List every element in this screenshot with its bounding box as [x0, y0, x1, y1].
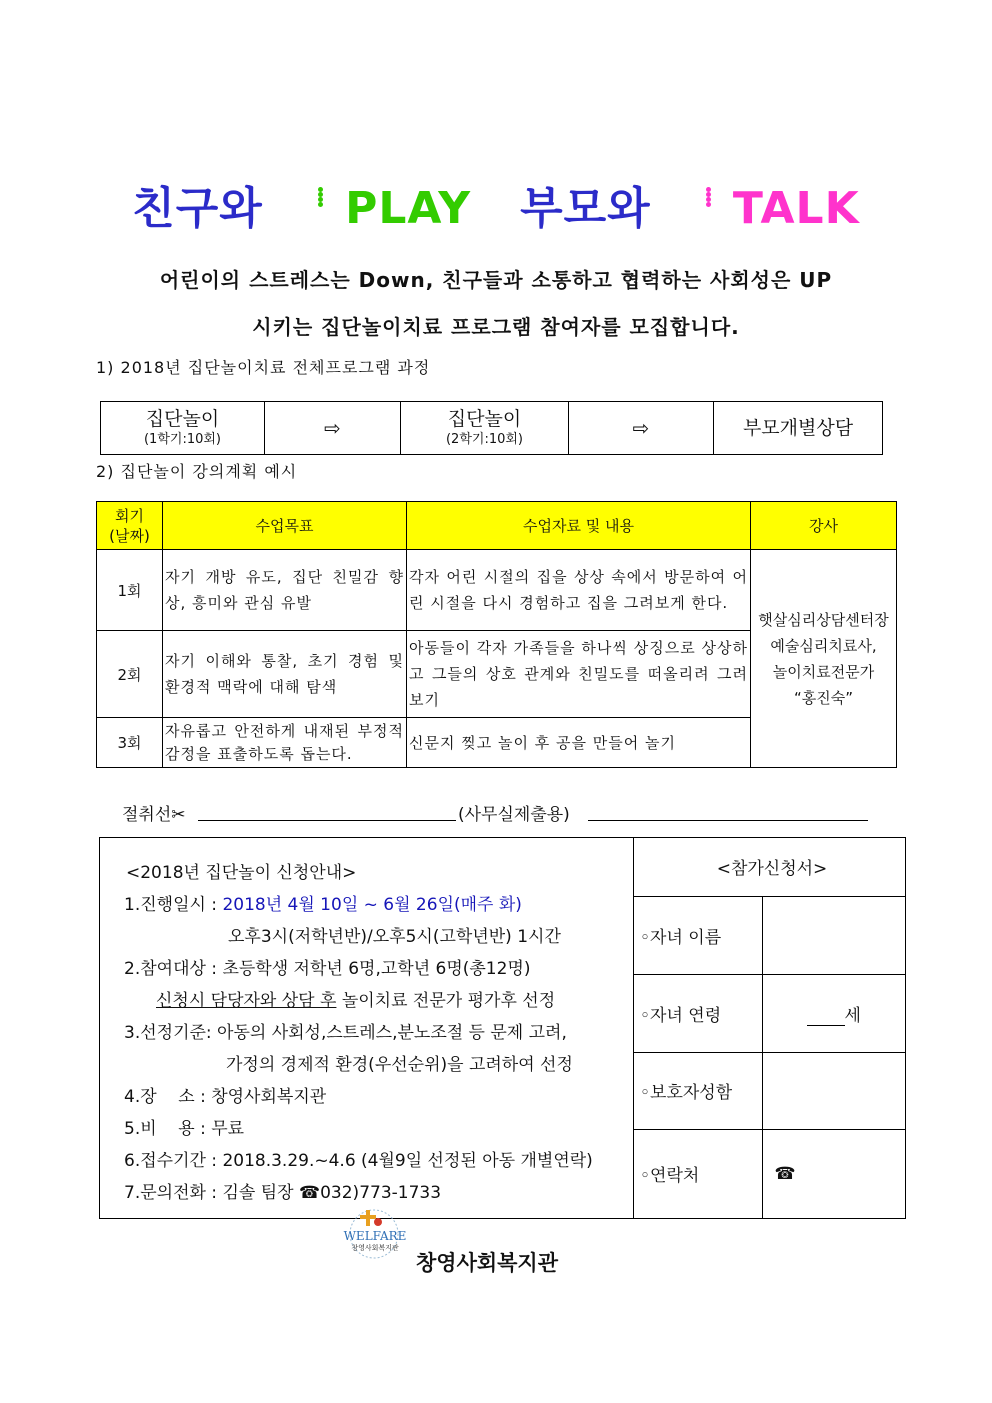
- header-session-line1: 회기: [115, 506, 144, 525]
- lecturer-cell: [751, 550, 897, 768]
- header-lecturer: 강사: [751, 502, 897, 550]
- info-criteria-1: 3.선정기준: 아동의 사회성,스트레스,분노조절 등 문제 고려,: [124, 1023, 567, 1043]
- session-cell: 1회: [97, 550, 163, 631]
- cutline-rule: [198, 820, 456, 821]
- header-session-line2: (날짜): [109, 526, 150, 545]
- title-part-friends: 친구와: [132, 183, 263, 234]
- flow-step-sub: (2학기:10회): [445, 432, 523, 447]
- arrow-right-icon: ⇨: [632, 416, 650, 440]
- organization-name: 창영사회복지관: [416, 1251, 559, 1275]
- emphasis-dots: [700, 187, 717, 207]
- application-form: [634, 838, 905, 1218]
- header-session: [97, 502, 163, 550]
- title-part-play: [312, 183, 471, 234]
- goal-cell: 자기 이해와 통찰, 초기 경험 및 환경적 맥락에 대해 탐색: [163, 631, 407, 718]
- session-cell: 2회: [97, 631, 163, 718]
- info-place: 4.장 소 : 창영사회복지관: [124, 1087, 327, 1107]
- section-heading-2: 2) 집단놀이 강의계획 예시: [96, 462, 298, 481]
- goal-cell: 자기 개방 유도, 집단 친밀감 향상, 흥미와 관심 유발: [163, 550, 407, 631]
- flow-step-title: 집단놀이: [145, 408, 220, 430]
- form-label-guardian: ◦보호자성함: [634, 1052, 762, 1129]
- form-label-contact: ◦연락처: [634, 1129, 762, 1218]
- info-period: 6.접수기간 : 2018.3.29.~4.6 (4월9일 선정된 아동 개별연락): [124, 1151, 593, 1171]
- contact-field[interactable]: [762, 1129, 905, 1218]
- lecturer-name: “홍진숙”: [793, 688, 853, 707]
- age-unit: 세: [844, 1005, 861, 1026]
- content-cell: 아동들이 각자 가족들을 하나씩 상징으로 상상하고 그들의 상호 관계와 친밀도를 떠올리려 그려보기: [407, 631, 751, 718]
- form-title: <참가신청서>: [634, 838, 905, 896]
- info-cost: 5.비 용 : 무료: [124, 1119, 245, 1139]
- info-target: 2.참여대상 : 초등학생 저학년 6명,고학년 6명(총12명): [124, 959, 531, 979]
- lecturer-line: 예술심리치료사,: [770, 636, 877, 655]
- info-date: [124, 890, 522, 915]
- flow-step-sub: (1학기:10회): [143, 432, 221, 447]
- page-title: [0, 172, 992, 236]
- info-contact: 7.문의전화 : 김솔 팀장 ☎032)773-1733: [124, 1183, 442, 1203]
- info-title: <2018년 집단놀이 신청안내>: [126, 863, 357, 883]
- lecturer-line: 놀이치료전문가: [772, 662, 875, 681]
- office-label: (사무실제출용): [458, 805, 570, 825]
- goal-cell: 자유롭고 안전하게 내재된 부정적 감정을 표출하도록 돕는다.: [163, 718, 407, 768]
- flow-step-title: 집단놀이: [447, 408, 522, 430]
- logo-text: WELFARE: [343, 1229, 407, 1243]
- lecturer-line: 햇살심리상담센터장: [758, 610, 889, 629]
- content-cell: 각자 어린 시절의 집을 상상 속에서 방문하여 어린 시절을 다시 경험하고 집을 그려보게 한다.: [407, 550, 751, 631]
- title-part-talk: [700, 183, 860, 234]
- info-time: 오후3시(저학년반)/오후5시(고학년반) 1시간: [228, 927, 561, 947]
- emphasis-dots: [312, 187, 329, 207]
- flow-step-title: 부모개별상담: [742, 417, 854, 439]
- schedule-table: [96, 501, 897, 768]
- info-target-note-rest: 놀이치료 전문가 평가후 선정: [336, 991, 556, 1011]
- child-age-field[interactable]: [762, 974, 905, 1052]
- subtitle-line2: 시키는 집단놀이치료 프로그램 참여자를 모집합니다.: [252, 315, 740, 339]
- cutline-rule: [588, 820, 868, 821]
- header-content: 수업자료 및 내용: [407, 502, 751, 550]
- info-target-note-underlined: 신청시 담당자와 상담 후: [156, 991, 337, 1011]
- info-date-value: 2018년 4월 10일 ~ 6월 26일(매주 화): [222, 895, 522, 915]
- application-box: [99, 837, 906, 1219]
- title-part-parents: 부모와: [520, 183, 651, 234]
- info-date-label: 1.진행일시 :: [124, 895, 223, 915]
- logo-subtext: 창영사회복지관: [351, 1244, 399, 1252]
- session-cell: 3회: [97, 718, 163, 768]
- info-panel: [100, 838, 634, 1218]
- content-cell: 신문지 찢고 놀이 후 공을 만들어 놀기: [407, 718, 751, 768]
- flow-step-3: [714, 402, 883, 455]
- section-heading-1: 1) 2018년 집단놀이치료 전체프로그램 과정: [96, 358, 431, 377]
- info-target-note: [156, 986, 555, 1011]
- header-goal: 수업목표: [163, 502, 407, 550]
- title-talk-text: TALK: [732, 183, 860, 234]
- info-criteria-2: 가정의 경제적 환경(우선순위)을 고려하여 선정: [226, 1055, 573, 1075]
- table-row: [97, 550, 897, 631]
- form-label-child-name: ◦자녀 이름: [634, 896, 762, 974]
- phone-icon: ☎: [774, 1163, 796, 1184]
- cutline-label: 절취선✂: [122, 805, 186, 825]
- subtitle-line1: 어린이의 스트레스는 Down, 친구들과 소통하고 협력하는 사회성은 UP: [159, 268, 833, 292]
- program-flow-table: [100, 401, 883, 455]
- title-play-text: PLAY: [345, 183, 472, 234]
- arrow-right-icon: ⇨: [324, 416, 341, 440]
- child-name-field[interactable]: [762, 896, 905, 974]
- form-label-child-age: ◦자녀 연령: [634, 974, 762, 1052]
- flow-step-1: [101, 402, 265, 455]
- table-header-row: [97, 502, 897, 550]
- guardian-field[interactable]: [762, 1052, 905, 1129]
- flow-step-2: [401, 402, 569, 455]
- age-blank[interactable]: [807, 1007, 845, 1026]
- welfare-logo-icon: [340, 1206, 410, 1268]
- welfare-logo: [340, 1206, 410, 1268]
